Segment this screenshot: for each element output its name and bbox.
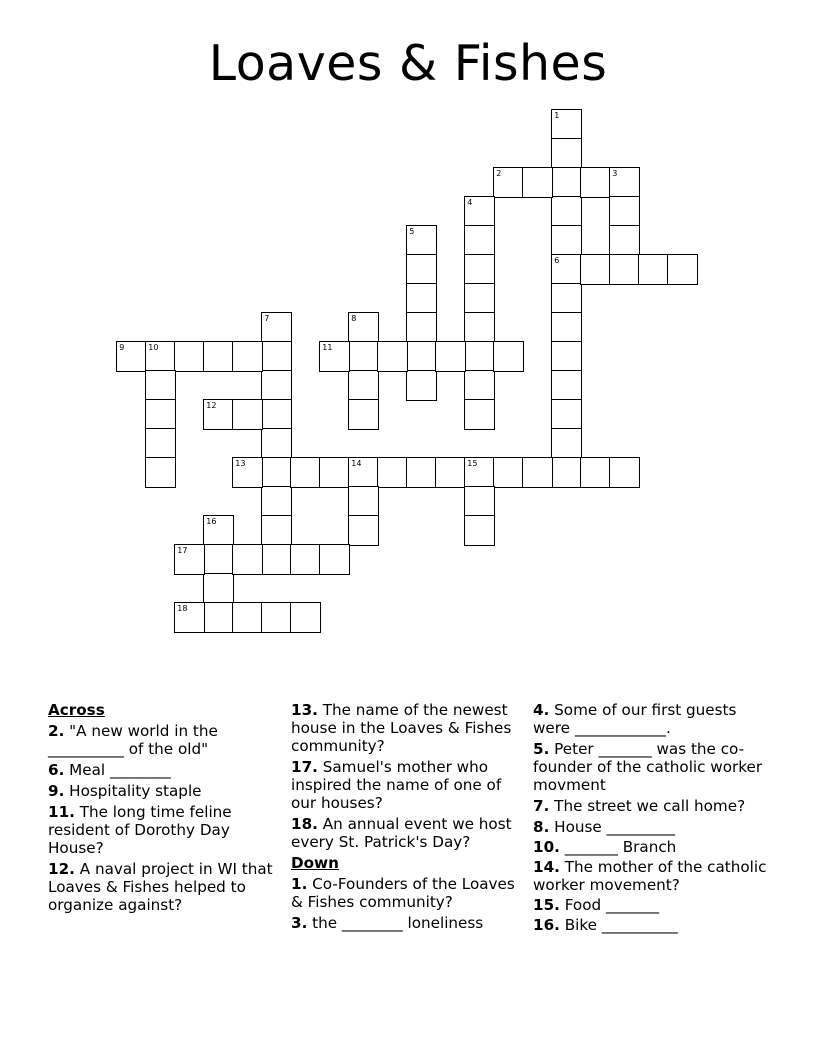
grid-cell[interactable] — [232, 602, 263, 633]
clue-across-18: 18. An annual event we host every St. Patrick's Day? — [291, 815, 512, 851]
cell-number: 2 — [496, 169, 502, 179]
grid-cell[interactable] — [406, 370, 437, 401]
grid-cell[interactable] — [580, 254, 611, 285]
cell-number: 18 — [177, 604, 188, 614]
grid-cell[interactable] — [464, 341, 495, 372]
grid-cell[interactable] — [116, 341, 147, 372]
grid-cell[interactable] — [551, 196, 582, 227]
grid-cell[interactable] — [406, 457, 437, 488]
grid-cell[interactable] — [348, 341, 379, 372]
grid-cell[interactable] — [261, 399, 292, 430]
grid-cell[interactable] — [464, 312, 495, 343]
clue-column-3 — [533, 701, 773, 937]
grid-cell[interactable] — [145, 341, 176, 372]
cell-number: 4 — [467, 198, 473, 208]
grid-cell[interactable] — [203, 573, 234, 604]
grid-cell[interactable] — [145, 370, 176, 401]
grid-cell[interactable] — [348, 370, 379, 401]
grid-cell[interactable] — [261, 515, 292, 546]
clue-across-9: 9. Hospitality staple — [48, 782, 202, 800]
grid-cell[interactable] — [435, 341, 466, 372]
grid-cell[interactable] — [348, 312, 379, 343]
grid-cell[interactable] — [551, 109, 582, 140]
down-header: Down — [291, 854, 339, 872]
grid-cell[interactable] — [261, 486, 292, 517]
grid-cell[interactable] — [464, 370, 495, 401]
cell-number: 3 — [612, 169, 618, 179]
grid-cell[interactable] — [551, 138, 582, 169]
grid-cell[interactable] — [551, 167, 582, 198]
grid-cell[interactable] — [203, 341, 234, 372]
clue-down-8: 8. House _________ — [533, 818, 675, 836]
grid-cell[interactable] — [348, 486, 379, 517]
grid-cell[interactable] — [377, 341, 408, 372]
cell-number: 16 — [206, 517, 217, 527]
grid-cell[interactable] — [203, 602, 234, 633]
clue-column-1 — [48, 701, 283, 917]
grid-cell[interactable] — [580, 457, 611, 488]
cell-number: 9 — [119, 343, 125, 353]
clue-down-10: 10. _______ Branch — [533, 838, 677, 856]
clue-across-6: 6. Meal ________ — [48, 761, 171, 779]
grid-cell[interactable] — [319, 341, 350, 372]
grid-cell[interactable] — [319, 457, 350, 488]
grid-cell[interactable] — [145, 457, 176, 488]
grid-cell[interactable] — [464, 254, 495, 285]
cell-number: 14 — [351, 459, 362, 469]
grid-cell[interactable] — [348, 457, 379, 488]
clue-down-7: 7. The street we call home? — [533, 797, 746, 815]
grid-cell[interactable] — [406, 312, 437, 343]
clue-down-1: 1. Co-Founders of the Loaves & Fishes community? — [291, 875, 515, 911]
grid-cell[interactable] — [290, 457, 321, 488]
grid-cell[interactable] — [203, 399, 234, 430]
grid-cell[interactable] — [261, 370, 292, 401]
grid-cell[interactable] — [609, 167, 640, 198]
clue-across-17: 17. Samuel's mother who inspired the name of one of our houses? — [291, 758, 502, 812]
clue-down-3: 3. the ________ loneliness — [291, 914, 484, 932]
grid-cell[interactable] — [203, 515, 234, 546]
grid-cell[interactable] — [551, 370, 582, 401]
grid-cell[interactable] — [290, 602, 321, 633]
cell-number: 12 — [206, 401, 217, 411]
grid-cell[interactable] — [609, 254, 640, 285]
clue-down-15: 15. Food _______ — [533, 896, 660, 914]
grid-cell[interactable] — [145, 428, 176, 459]
cell-number: 13 — [235, 459, 246, 469]
grid-cell[interactable] — [464, 225, 495, 256]
cell-number: 5 — [409, 227, 415, 237]
grid-cell[interactable] — [493, 167, 524, 198]
cell-number: 1 — [554, 111, 560, 121]
grid-cell[interactable] — [609, 457, 640, 488]
grid-cell[interactable] — [580, 167, 611, 198]
clue-across-2: 2. "A new world in the __________ of the old" — [48, 722, 218, 758]
clue-across-12: 12. A naval project in WI that Loaves & Fishes helped to organize against? — [48, 860, 273, 914]
grid-cell[interactable] — [290, 544, 321, 575]
grid-cell[interactable] — [348, 399, 379, 430]
cell-number: 6 — [554, 256, 560, 266]
grid-cell[interactable] — [203, 544, 234, 575]
grid-cell[interactable] — [261, 457, 292, 488]
grid-cell[interactable] — [493, 341, 524, 372]
grid-cell[interactable] — [174, 602, 205, 633]
clue-across-11: 11. The long time feline resident of Dorothy Day House? — [48, 803, 232, 857]
clue-down-16: 16. Bike __________ — [533, 916, 678, 934]
grid-cell[interactable] — [174, 341, 205, 372]
grid-cell[interactable] — [261, 341, 292, 372]
grid-cell[interactable] — [638, 254, 669, 285]
grid-cell[interactable] — [261, 428, 292, 459]
cell-number: 11 — [322, 343, 333, 353]
cell-number: 8 — [351, 314, 357, 324]
grid-cell[interactable] — [464, 196, 495, 227]
grid-cell[interactable] — [551, 341, 582, 372]
grid-cell[interactable] — [464, 283, 495, 314]
grid-cell[interactable] — [348, 515, 379, 546]
grid-cell[interactable] — [667, 254, 698, 285]
grid-cell[interactable] — [232, 457, 263, 488]
grid-cell[interactable] — [319, 544, 350, 575]
grid-cell[interactable] — [232, 341, 263, 372]
grid-cell[interactable] — [261, 544, 292, 575]
grid-cell[interactable] — [435, 457, 466, 488]
grid-cell[interactable] — [145, 399, 176, 430]
clue-down-14: 14. The mother of the catholic worker movement? — [533, 858, 767, 894]
grid-cell[interactable] — [406, 225, 437, 256]
grid-cell[interactable] — [377, 457, 408, 488]
grid-cell[interactable] — [551, 457, 582, 488]
grid-cell[interactable] — [551, 283, 582, 314]
clue-down-5: 5. Peter _______ was the co-founder of the catholic worker movment — [533, 740, 763, 794]
cell-number: 15 — [467, 459, 478, 469]
grid-cell[interactable] — [406, 341, 437, 372]
grid-cell[interactable] — [609, 196, 640, 227]
grid-cell[interactable] — [551, 428, 582, 459]
grid-cell[interactable] — [406, 283, 437, 314]
grid-cell[interactable] — [493, 457, 524, 488]
cell-number: 17 — [177, 546, 188, 556]
grid-cell[interactable] — [551, 312, 582, 343]
grid-cell[interactable] — [261, 602, 292, 633]
clue-column-2 — [291, 701, 529, 935]
grid-cell[interactable] — [522, 457, 553, 488]
grid-cell[interactable] — [406, 254, 437, 285]
grid-cell[interactable] — [261, 312, 292, 343]
grid-cell[interactable] — [464, 457, 495, 488]
grid-cell[interactable] — [522, 167, 553, 198]
grid-cell[interactable] — [609, 225, 640, 256]
cell-number: 10 — [148, 343, 159, 353]
grid-cell[interactable] — [551, 399, 582, 430]
grid-cell[interactable] — [551, 254, 582, 285]
grid-cell[interactable] — [174, 544, 205, 575]
grid-cell[interactable] — [232, 399, 263, 430]
grid-cell[interactable] — [464, 486, 495, 517]
cell-number: 7 — [264, 314, 270, 324]
grid-cell[interactable] — [551, 225, 582, 256]
across-header: Across — [48, 701, 105, 719]
clue-across-13: 13. The name of the newest house in the Loaves & Fishes community? — [291, 701, 512, 755]
grid-cell[interactable] — [232, 544, 263, 575]
grid-cell[interactable] — [464, 399, 495, 430]
grid-cell[interactable] — [464, 515, 495, 546]
puzzle-title: Loaves & Fishes — [208, 35, 608, 92]
clue-down-4: 4. Some of our first guests were ____________. — [533, 701, 737, 737]
